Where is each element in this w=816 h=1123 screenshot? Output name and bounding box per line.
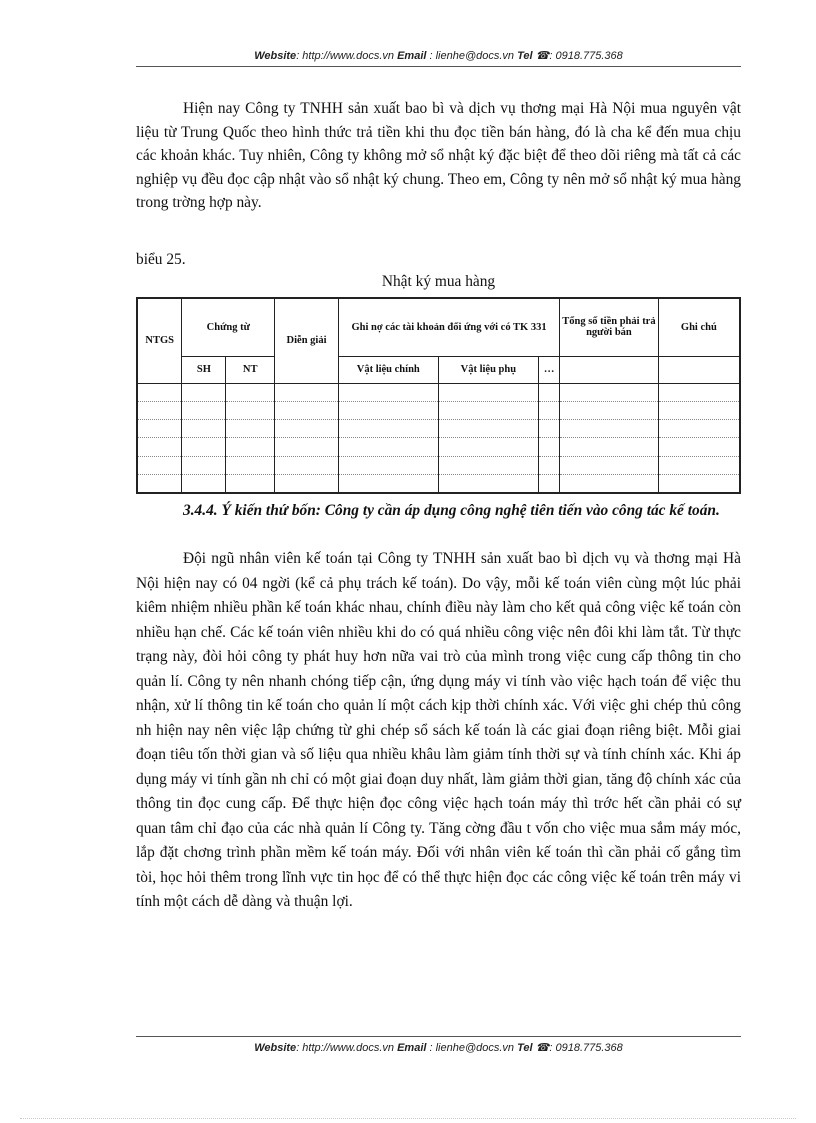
header-ghi-no: Ghi nợ các tài khoản đối ứng với có TK 331 (338, 298, 559, 356)
footer-website-label: Website (254, 1042, 297, 1054)
header-website-value: : http://www.docs.vn (296, 50, 395, 62)
page-footer (136, 1041, 741, 1054)
header-email-label: Email (397, 50, 427, 62)
subheader-blank (658, 356, 740, 383)
header-divider (136, 66, 741, 67)
footer-divider (136, 1036, 741, 1037)
page-header (136, 49, 741, 62)
footer-website-value: : http://www.docs.vn (296, 1042, 395, 1054)
subheader-nt: NT (226, 356, 275, 383)
footer-email-value: : lienhe@docs.vn (429, 1042, 515, 1054)
header-tel-value: : 0918.775.368 (549, 50, 623, 62)
paragraph-body: Đội ngũ nhân viên kế toán tại Công ty TNHH sản xuất bao bì dịch vụ và thơng mại Hà Nội hiện nay có 04 ngời (kể cả phụ trách kế toán). Do vậy, mỗi kế toán viên cùng một lúc phải kiêm nhiệm nhiều phần kế toán khác nhau, chính điều này làm cho kết quả công việc kế toán còn nhiều hạn chế. Các kế toán viên nhiều khi do có quá nhiều công việc nên đôi khi làm tắt. Từ thực trạng này, đòi hỏi công ty phát huy hơn nữa vai trò của mình trong việc cung cấp thông tin cho quản lí. Công ty nên nhanh chóng tiếp cận, ứng dụng máy vi tính vào việc hạch toán để việc thu nhận, xử lí thông tin kế toán cho quản lí một cách kịp thời chính xác. Với việc ghi chép thủ công nh hiện nay nên việc lập chứng từ ghi chép sổ sách kế toán là các giai đoạn riêng biệt. Mỗi giai đoạn tiêu tốn thời gian và số liệu qua nhiều khâu làm giảm tính thời sự và tính chính xác. Khi áp dụng máy vi tính gần nh chỉ có một giai đoạn duy nhất, làm giảm thời gian, tăng độ chính xác của thông tin đọc cung cấp. Để thực hiện đọc công việc hạch toán máy thì trớc hết cần phải có sự quan tâm chỉ đạo của các nhà quản lí Công ty. Tăng cờng đầu t vốn cho việc mua sắm máy móc, lắp đặt chơng trình phần mềm kế toán máy. Đối với nhân viên kế toán thì cần phải cố gắng tìm tòi, học hỏi thêm trong lĩnh vực tin học để có thể thực hiện đọc các công việc kế toán trên máy vi tính một cách dễ dàng và thuận lợi. (136, 550, 741, 910)
phone-icon: ☎ (535, 1042, 550, 1054)
header-chung-tu: Chứng từ (182, 298, 275, 356)
header-tong-so-tien: Tổng số tiền phải trả người bán (560, 298, 659, 356)
header-email-value: : lienhe@docs.vn (429, 50, 515, 62)
table-title: Nhật ký mua hàng (381, 273, 496, 290)
footer-email-label: Email (397, 1042, 427, 1054)
subheader-other: … (539, 356, 560, 383)
table-row (137, 456, 740, 474)
header-website-label: Website (254, 50, 297, 62)
subheader-vl-phu: Vật liệu phụ (438, 356, 539, 383)
subheader-blank (560, 356, 659, 383)
table-row (137, 420, 740, 438)
footer-tel-value: : 0918.775.368 (549, 1042, 623, 1054)
table-row (137, 474, 740, 493)
header-dien-giai: Diễn giải (275, 298, 339, 383)
header-tel-label: Tel (517, 50, 533, 62)
table-row (137, 438, 740, 456)
footer-tel-label: Tel (517, 1042, 533, 1054)
header-ntgs: NTGS (137, 298, 182, 383)
subheader-vl-chinh: Vật liệu chính (338, 356, 438, 383)
purchase-journal-table (136, 297, 741, 494)
figure-label: biểu 25. (136, 251, 186, 268)
phone-icon: ☎ (535, 50, 550, 62)
table-row (137, 383, 740, 401)
section-heading: 3.4.4. Ý kiến thứ bốn: Công ty cần áp dụng công nghệ tiên tiến vào công tác kế toán. (183, 502, 720, 519)
header-ghi-chu: Ghi chú (658, 298, 740, 356)
paragraph-intro: Hiện nay Công ty TNHH sản xuất bao bì và dịch vụ thơng mại Hà Nội mua nguyên vật liệu từ Trung Quốc theo hình thức trả tiền khi thu đọc tiền bán hàng, đó là cha kể đến mua chịu các khoản khác. Tuy nhiên, Công ty không mở sổ nhật ký đặc biệt để theo dõi riêng mà tất cả các nghiệp vụ đều đọc cập nhật vào sổ nhật ký chung. Theo em, Công ty nên mở sổ nhật ký mua hàng trong trờng hợp này. (136, 100, 741, 212)
table-row (137, 402, 740, 420)
page-bottom-dotted-line (20, 1118, 796, 1119)
subheader-sh: SH (182, 356, 226, 383)
